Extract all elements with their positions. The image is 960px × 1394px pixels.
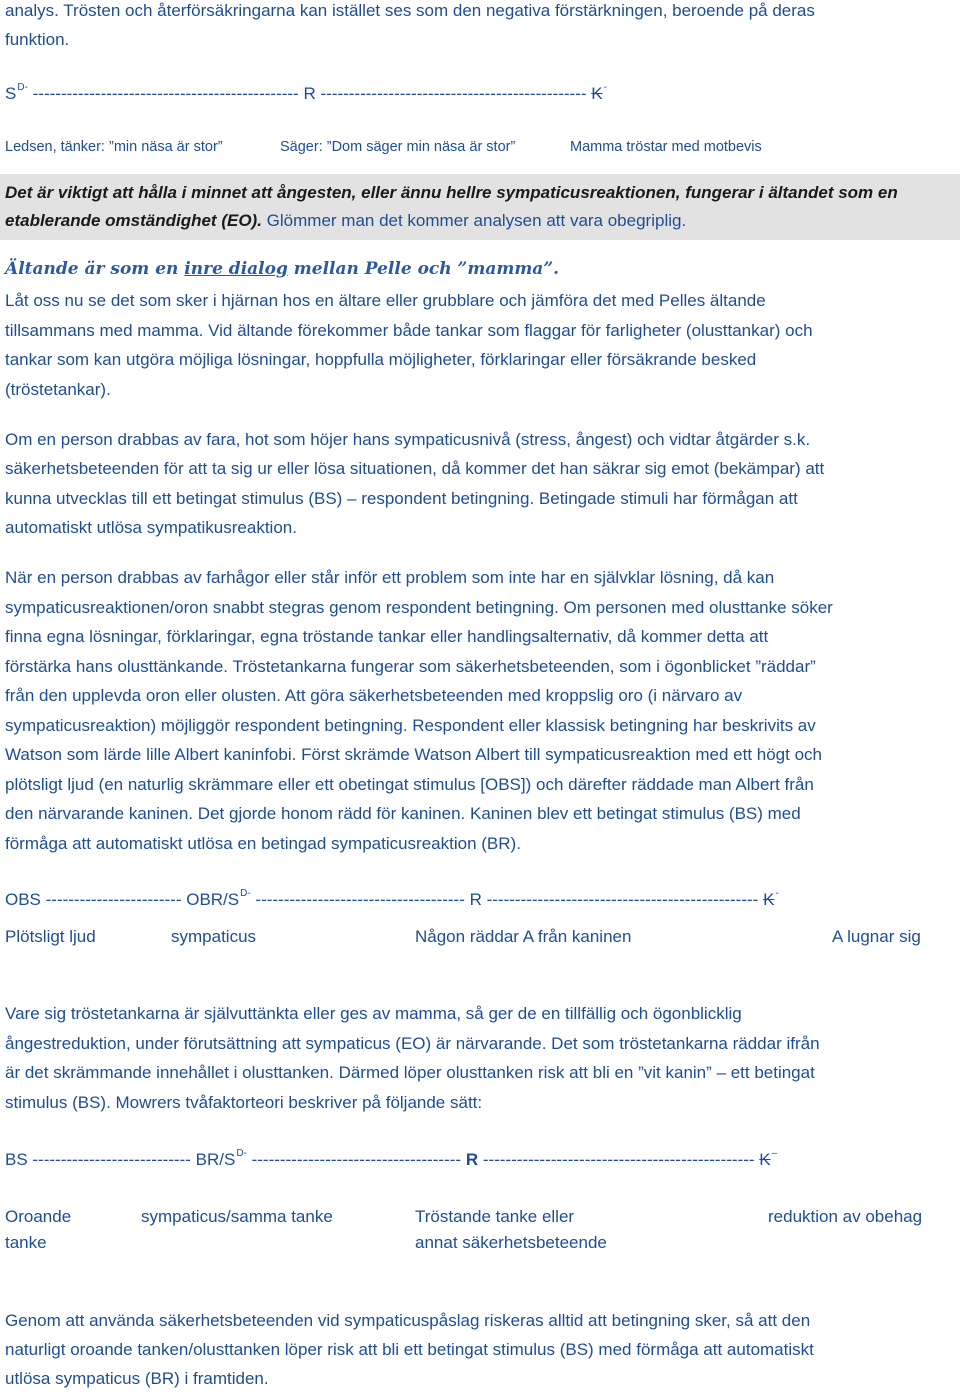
chain3-dashes-2: ------------------------------------------------ — [478, 1150, 760, 1169]
intro-line-1: analys. Trösten och återförsäkringarna kan istället ses som den negativa förstärkningen, beroende på deras — [5, 1, 815, 20]
heading-part-1: Ältande är som en — [5, 259, 185, 279]
chain3-label-1b: tanke — [5, 1233, 47, 1252]
chain3-label-1a: Oroande — [5, 1207, 72, 1226]
p3-line-10: förmåga att automatiskt utlösa en betingad sympaticusreaktion (BR). — [5, 834, 521, 853]
p3-line-5: från den upplevda oron eller olusten. Att göra säkerhetsbeteenden med kroppslig oro (i närvaro av — [5, 686, 743, 705]
chain1-label-2: Säger: ”Dom säger min näsa är stor” — [280, 139, 516, 155]
p5-line-1: Genom att använda säkerhetsbeteenden vid sympaticuspåslag riskeras alltid att betingning sker, så att den — [5, 1311, 811, 1330]
callout-text — [5, 179, 957, 235]
chain3-k-sup: – — [771, 1148, 778, 1159]
chain1-k: K — [591, 84, 603, 103]
intro-line-2: funktion. — [5, 30, 70, 49]
callout-normal: Glömmer man det kommer analysen att vara obegriplig. — [261, 211, 687, 230]
p3-line-7: Watson som lärde lille Albert kaninfobi. Först skrämde Watson Albert till sympaticusreaktion med ett högt och — [5, 745, 822, 764]
p3-line-2: sympaticusreaktionen/oron snabbt stegras genom respondent betingning. Om personen med olusttanke söker — [5, 598, 833, 617]
chain2-label-3: Någon räddar A från kaninen — [415, 927, 632, 946]
chain3-bs: BS ---------------------------- BR/S — [5, 1150, 236, 1169]
chain1-s-sup: D- — [17, 82, 28, 93]
chain2-dashes: ------------------------------------- R ------------------------------------------------ — [250, 890, 759, 909]
p5-line-3: utlösa sympaticus (BR) i framtiden. — [5, 1369, 269, 1388]
heading-link[interactable]: inre dialog — [184, 259, 288, 279]
p3-line-3: finna egna lösningar, förklaringar, egna tröstande tankar eller handlingsalternativ, då kommer detta att — [5, 627, 769, 646]
p1-line-2: tillsammans med mamma. Vid ältande förekommer både tankar som flaggar för farligheter (olusttankar) och — [5, 321, 813, 340]
p4-line-4: stimulus (BS). Mowrers tvåfaktorteori beskriver på följande sätt: — [5, 1093, 483, 1112]
p2-line-2: säkerhetsbeteenden för att ta sig ur eller lösa situationen, då kommer det han säkrar sig emot (bekämpar) att — [5, 459, 825, 478]
callout-emphasis: Det är viktigt att hålla i minnet att ångesten, eller ännu hellre sympaticusreaktionen, fungerar i ältandet som en etablerande omständighet (EO). — [5, 183, 898, 230]
chain2-label-4: A lugnar sig — [832, 927, 921, 946]
p3-line-8: plötsligt ljud (en naturlig skrämmare eller ett obetingat stimulus [OBS]) och därefter räddade man Albert från — [5, 775, 814, 794]
chain3-label-3b: annat säkerhetsbeteende — [415, 1233, 607, 1252]
chain1-dashes-1: ----------------------------------------------- — [32, 84, 299, 103]
chain1-label-3: Mamma tröstar med motbevis — [570, 139, 762, 155]
p3-line-4: förstärka hans olusttänkande. Tröstetankarna fungerar som säkerhetsbeteenden, som i ögonblicket ”räddar” — [5, 657, 816, 676]
p3-line-9: den närvarande kaninen. Det gjorde honom rädd för kaninen. Kaninen blev ett betingat stimulus (BS) med — [5, 804, 801, 823]
chain2-obs: OBS ------------------------ OBR/S — [5, 890, 240, 909]
chain3-k: K — [759, 1150, 771, 1169]
chain3-sup: D- — [236, 1148, 247, 1159]
chain3-label-2: sympaticus/samma tanke — [141, 1207, 333, 1226]
chain1-r: R — [303, 84, 316, 103]
chain1-s: S — [5, 84, 17, 103]
p2-line-3: kunna utvecklas till ett betingat stimulus (BS) – respondent betingning. Betingade stimuli har förmågan att — [5, 489, 798, 508]
p1-line-1: Låt oss nu se det som sker i hjärnan hos en ältare eller grubblare och jämföra det med Pelles ältande — [5, 291, 766, 310]
chain2-sup: D- — [240, 888, 251, 899]
p1-line-4: (tröstetankar). — [5, 380, 111, 399]
chain2-k: K — [763, 890, 775, 909]
heading-part-2: mellan Pelle och ”mamma”. — [287, 259, 560, 279]
chain2-formula — [5, 890, 779, 910]
chain3-r: R — [465, 1150, 479, 1169]
p1-line-3: tankar som kan utgöra möjliga lösningar, hoppfulla möjligheter, förklaringar eller försäkrande besked — [5, 350, 757, 369]
chain1-k-sup: - — [603, 82, 607, 93]
p3-line-6: sympaticusreaktion) möjliggör respondent betingning. Respondent eller klassisk betingning har beskrivits av — [5, 716, 816, 735]
chain2-label-1: Plötsligt ljud — [5, 927, 96, 946]
p2-line-1: Om en person drabbas av fara, hot som höjer hans sympaticusnivå (stress, ångest) och vidtar åtgärder s.k. — [5, 430, 811, 449]
chain1-formula — [5, 84, 607, 104]
p3-line-1: När en person drabbas av farhågor eller står inför ett problem som inte har en självklar lösning, då kan — [5, 568, 775, 587]
chain3-label-3a: Tröstande tanke eller — [415, 1207, 575, 1226]
chain3-dashes-1: ------------------------------------- — [246, 1150, 466, 1169]
chain1-label-1: Ledsen, tänker: ”min näsa är stor” — [5, 139, 223, 155]
chain2-k-sup: - — [775, 888, 779, 899]
chain3-formula — [5, 1150, 777, 1170]
chain1-dashes-2: ----------------------------------------------- — [320, 84, 587, 103]
section-heading — [5, 259, 559, 279]
p4-line-2: ångestreduktion, under förutsättning att sympaticus (EO) är närvarande. Det som tröstetankarna räddar ifrån — [5, 1034, 820, 1053]
p5-line-2: naturligt oroande tanken/olusttanken löper risk att bli ett betingat stimulus (BS) med förmåga att automatiskt — [5, 1340, 814, 1359]
chain2-label-2: sympaticus — [171, 927, 257, 946]
chain3-label-4: reduktion av obehag — [768, 1207, 923, 1226]
p4-line-3: är det skrämmande innehållet i olusttanken. Därmed löper olusttanken risk att bli en ”vit kanin” – ett betingat — [5, 1063, 815, 1082]
p4-line-1: Vare sig tröstetankarna är självuttänkta eller ges av mamma, så ger de en tillfällig och ögonblicklig — [5, 1004, 742, 1023]
p2-line-4: automatiskt utlösa sympatikusreaktion. — [5, 518, 297, 537]
